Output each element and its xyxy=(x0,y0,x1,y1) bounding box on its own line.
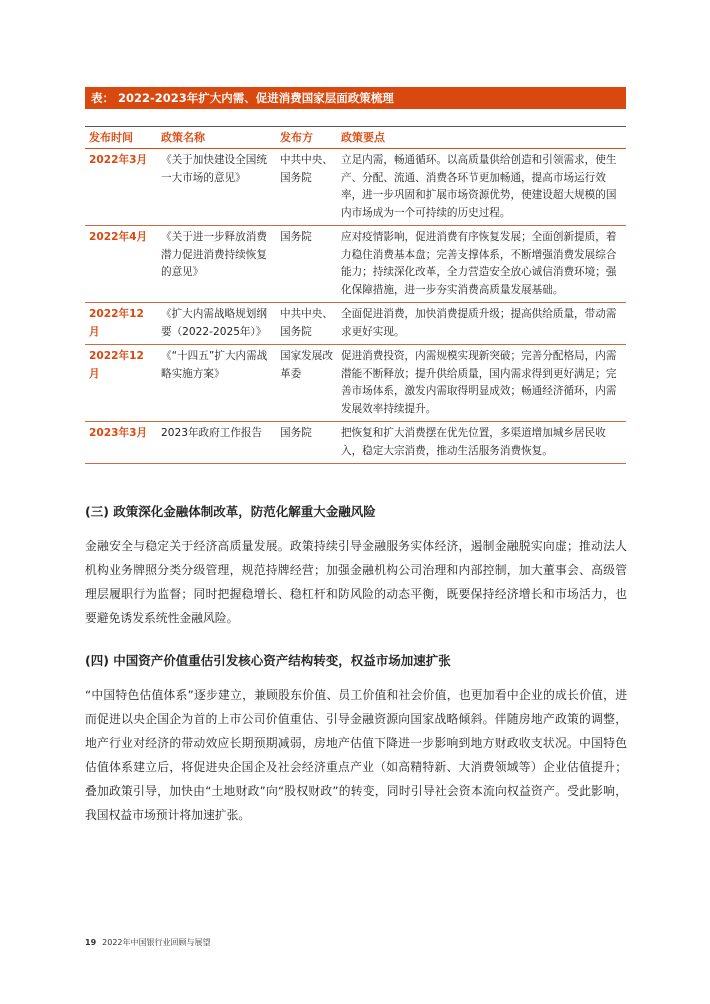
row-issuer: 国务院 xyxy=(276,226,337,303)
page-number: 19 xyxy=(85,938,97,947)
row-points: 全面促进消费，加快消费提质升级；提高供给质量，带动需求更好实现。 xyxy=(337,303,626,345)
row-name: 2023年政府工作报告 xyxy=(157,422,276,464)
header-points: 政策要点 xyxy=(337,127,626,149)
row-points: 把恢复和扩大消费摆在优先位置，多渠道增加城乡居民收入，稳定大宗消费，推动生活服务消费恢复。 xyxy=(337,422,626,464)
section-heading-4: (四) 中国资产价值重估引发核心资产结构转变，权益市场加速扩张 xyxy=(85,653,451,668)
section-paragraph-3: 金融安全与稳定关于经济高质量发展。政策持续引导金融服务实体经济，遏制金融脱实向虚；推动法人机构业务牌照分类分级管理，规范持牌经营；加强金融机构公司治理和内部控制，加大董事会、高级管理层履职行为监督；同时把握稳增长、稳杠杆和防风险的动态平衡，既要保持经济增长和市场活力，也要避免诱发系统性金融风险。 xyxy=(85,539,627,625)
section-paragraph-4: “中国特色估值体系”逐步建立，兼顾股东价值、员工价值和社会价值，也更加看中企业的成长价值，进而促进以央企国企为首的上市公司价值重估、引导金融资源向国家战略倾斜。伴随房地产政策的调整，地产行业对经济的带动效应长期预期减弱，房地产估值下降进一步影响到地方财政收支状况。中国特色估值体系建立后，将促进央企国企及社会经济重点产业（如高精特新、大消费领域等）企业估值提升；叠加政策引导，加快由“土地财政”向“股权财政”的转变，同时引导社会资本流向权益资产。受此影响，我国权益市场预计将加速扩张。 xyxy=(85,688,627,822)
row-name: 《关于进一步释放消费潜力促进消费持续恢复的意见》 xyxy=(157,226,276,303)
page-footer xyxy=(85,937,211,948)
row-points: 立足内需，畅通循环。以高质量供给创造和引领需求，使生产、分配、流通、消费各环节更加畅通，提高市场运行效率，进一步巩固和扩展市场资源优势，使建设超大规模的国内市场成为一个可持续的历史过程。 xyxy=(337,149,626,226)
row-date: 2022年12月 xyxy=(85,345,157,422)
row-name: 《关于加快建设全国统一大市场的意见》 xyxy=(157,149,276,226)
row-issuer: 中共中央、国务院 xyxy=(276,149,337,226)
table-row xyxy=(85,149,626,226)
footer-title: 2022年中国银行业回顾与展望 xyxy=(102,938,211,947)
row-date: 2023年3月 xyxy=(85,422,157,464)
table-row xyxy=(85,422,626,464)
row-date: 2022年3月 xyxy=(85,149,157,226)
table-row xyxy=(85,303,626,345)
row-name: 《扩大内需战略规划纲要（2022-2025年）》 xyxy=(157,303,276,345)
row-date: 2022年4月 xyxy=(85,226,157,303)
row-name: 《“十四五”扩大内需战略实施方案》 xyxy=(157,345,276,422)
table-row xyxy=(85,345,626,422)
section-heading-3: (三) 政策深化金融体制改革，防范化解重大金融风险 xyxy=(85,504,376,519)
row-date: 2022年12月 xyxy=(85,303,157,345)
table-row xyxy=(85,226,626,303)
row-points: 促进消费投资，内需规模实现新突破；完善分配格局，内需潜能不断释放；提升供给质量，国内需求得到更好满足；完善市场体系，激发内需取得明显成效；畅通经济循环，内需发展效率持续提升。 xyxy=(337,345,626,422)
row-issuer: 国务院 xyxy=(276,422,337,464)
header-date: 发布时间 xyxy=(85,127,157,149)
header-issuer: 发布方 xyxy=(276,127,337,149)
table-title: 表： 2022-2023年扩大内需、促进消费国家层面政策梳理 xyxy=(85,87,626,109)
table-header-row xyxy=(85,127,626,149)
row-issuer: 国家发展改革委 xyxy=(276,345,337,422)
row-points: 应对疫情影响，促进消费有序恢复发展；全面创新提质，着力稳住消费基本盘；完善支撑体系，不断增强消费发展综合能力；持续深化改革，全力营造安全放心诚信消费环境；强化保障措施，进一步夯实消费高质量发展基础。 xyxy=(337,226,626,303)
policy-table xyxy=(85,126,626,464)
header-name: 政策名称 xyxy=(157,127,276,149)
row-issuer: 中共中央、国务院 xyxy=(276,303,337,345)
